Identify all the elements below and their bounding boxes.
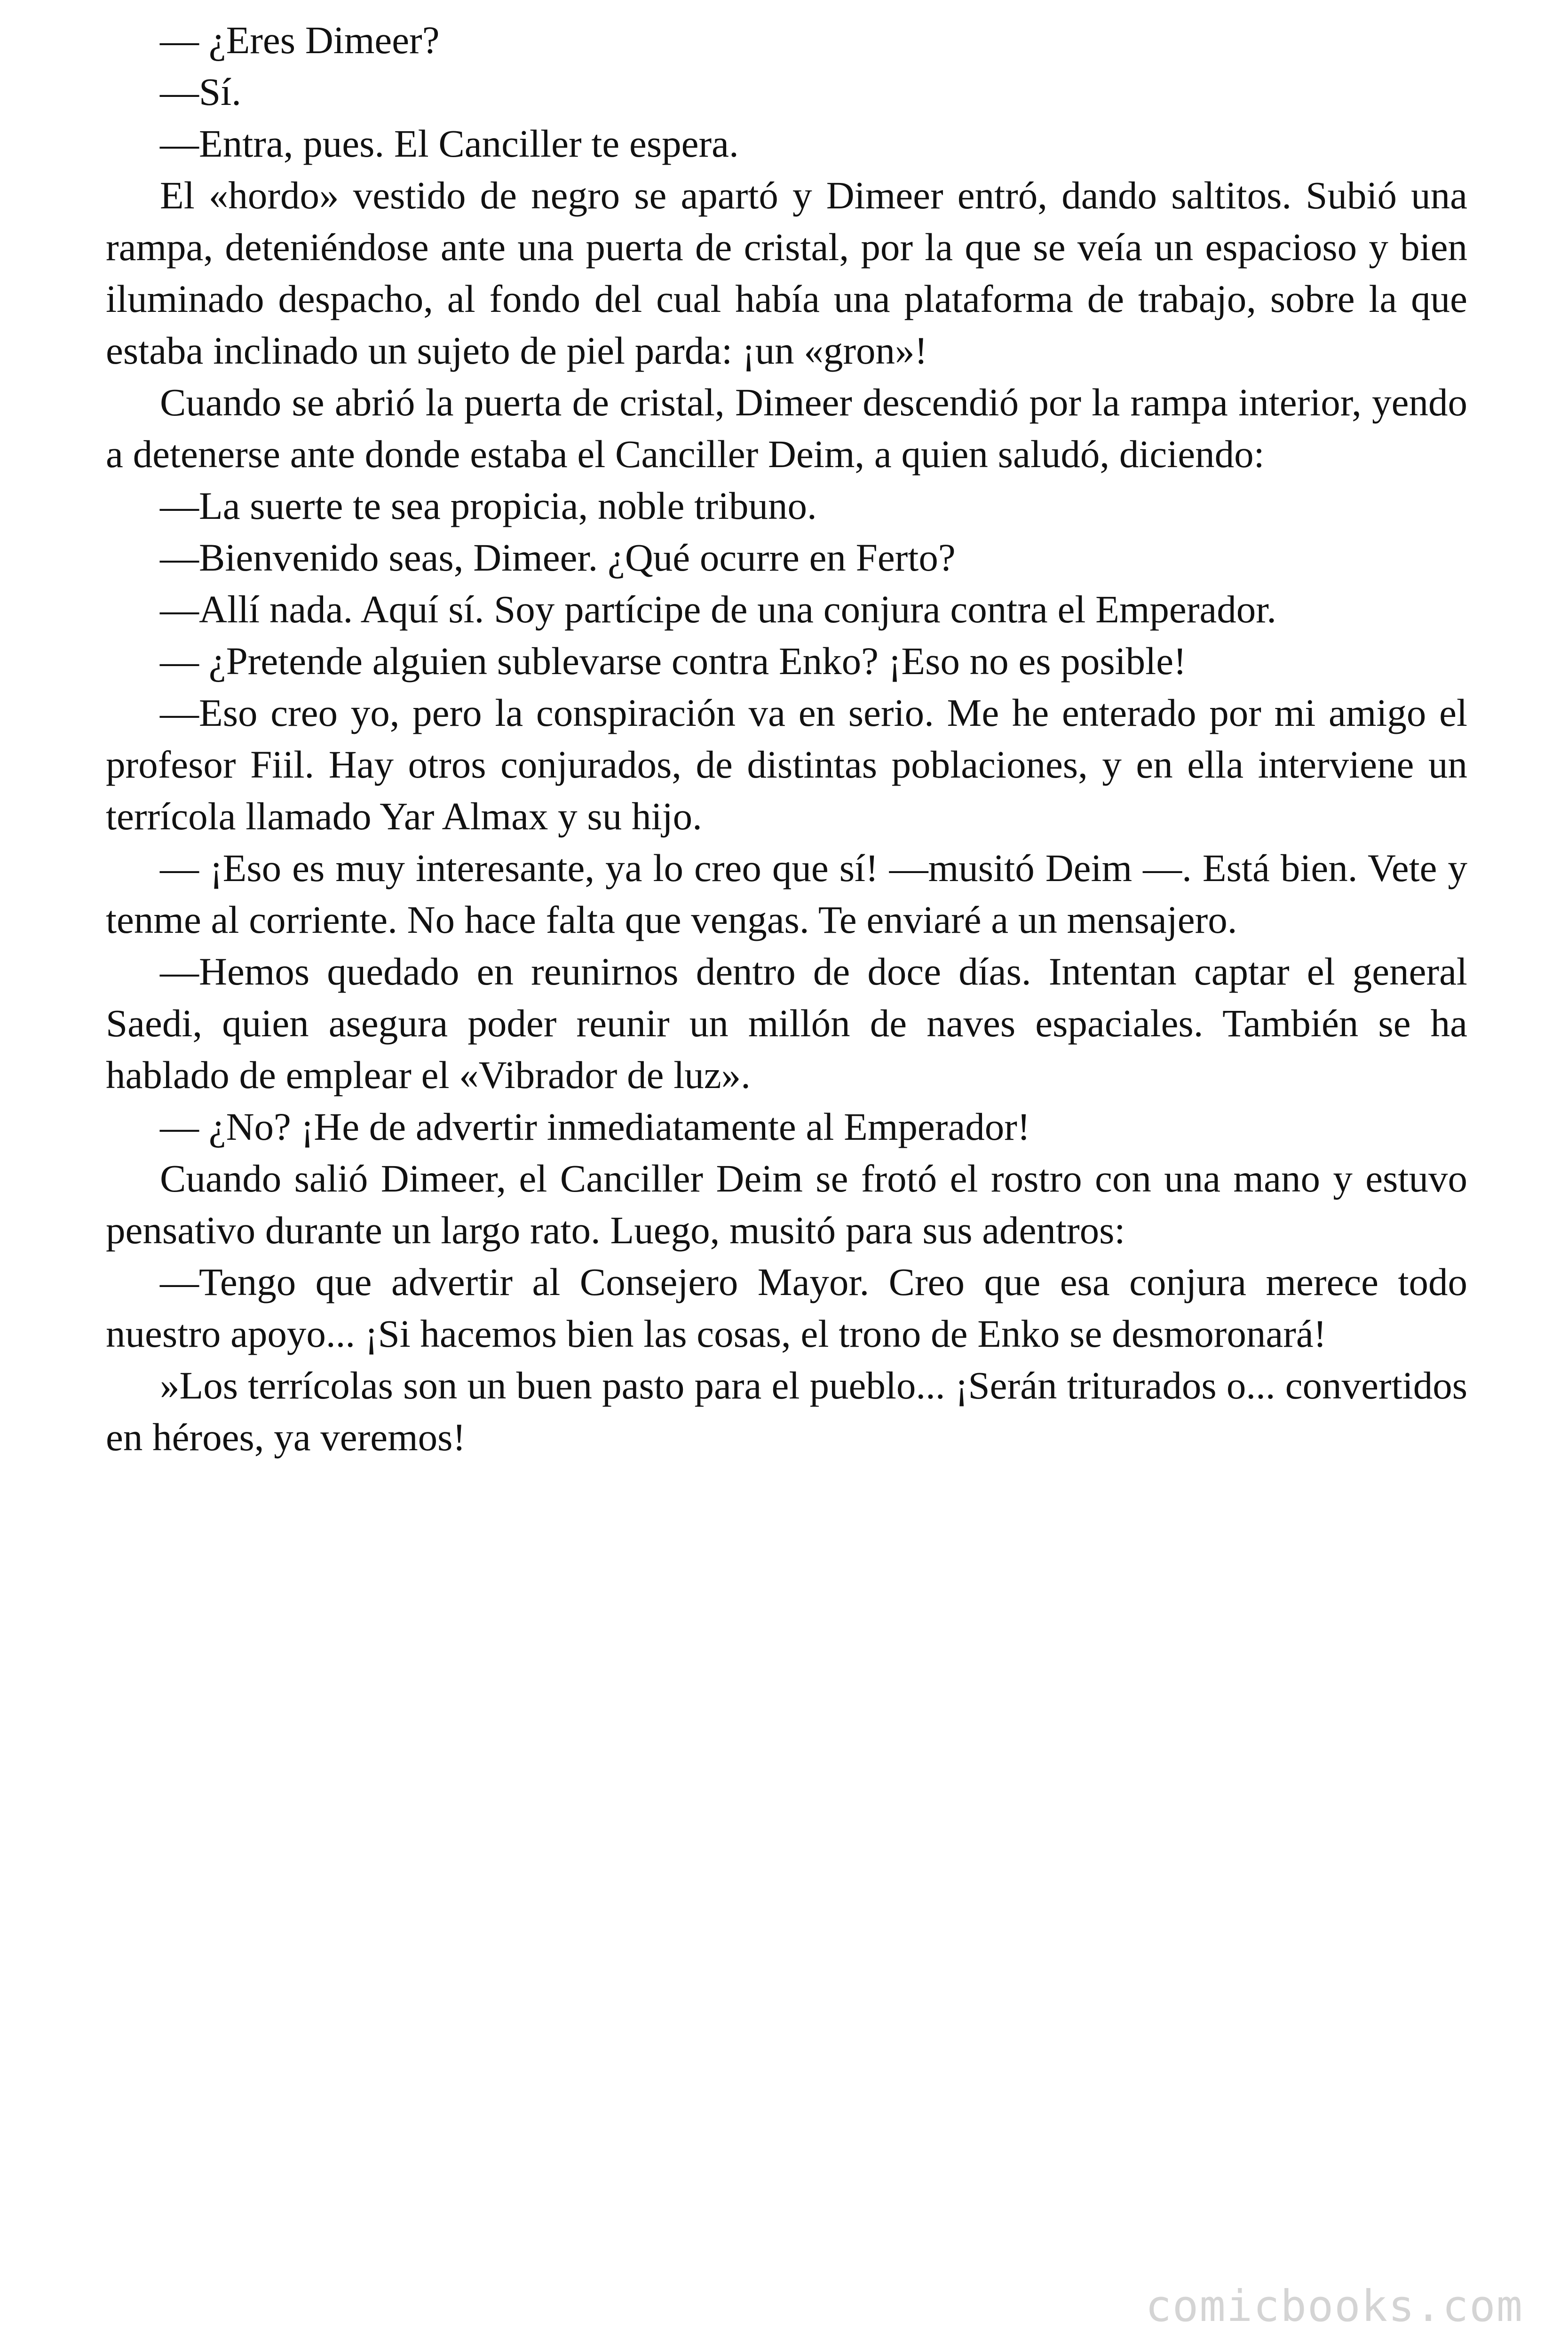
paragraph-15: —Tengo que advertir al Consejero Mayor. Creo que esa conjura merece todo nuestro apoyo... ¡Si hacemos bien las cosas, el trono de Enko se desmoronará! [106,1260,1467,1355]
book-page-text [106,14,1467,1463]
paragraph-2: —Sí. [160,70,241,113]
paragraph-7: —Bienvenido seas, Dimeer. ¿Qué ocurre en Ferto? [160,536,956,579]
paragraph-8: —Allí nada. Aquí sí. Soy partícipe de una conjura contra el Emperador. [160,588,1277,631]
paragraph-14: Cuando salió Dimeer, el Canciller Deim se frotó el rostro con una mano y estuvo pensativo durante un largo rato. Luego, musitó para sus adentros: [106,1157,1467,1252]
paragraph-5: Cuando se abrió la puerta de cristal, Dimeer descendió por la rampa interior, yendo a detenerse ante donde estaba el Canciller Deim, a quien saludó, diciendo: [106,381,1467,476]
watermark: comicbooks.com [1145,2281,1523,2331]
paragraph-9: — ¿Pretende alguien sublevarse contra Enko? ¡Eso no es posible! [160,639,1187,683]
paragraph-3: —Entra, pues. El Canciller te espera. [160,122,739,165]
paragraph-12: —Hemos quedado en reunirnos dentro de doce días. Intentan captar el general Saedi, quien asegura poder reunir un millón de naves espaciales. También se ha hablado de emplear el «Vibrador de luz». [106,950,1467,1097]
paragraph-10: —Eso creo yo, pero la conspiración va en serio. Me he enterado por mi amigo el profesor Fiil. Hay otros conjurados, de distintas poblaciones, y en ella interviene un terrícola llamado Yar Almax y su hijo. [106,691,1467,838]
paragraph-11: — ¡Eso es muy interesante, ya lo creo que sí! —musitó Deim —. Está bien. Vete y tenme al corriente. No hace falta que vengas. Te enviaré a un mensajero. [106,846,1467,941]
paragraph-6: —La suerte te sea propicia, noble tribuno. [160,484,817,527]
paragraph-13: — ¿No? ¡He de advertir inmediatamente al Emperador! [160,1105,1030,1148]
paragraph-16: »Los terrícolas son un buen pasto para el pueblo... ¡Serán triturados o... convertidos en héroes, ya veremos! [106,1364,1467,1459]
paragraph-1: — ¿Eres Dimeer? [160,18,440,62]
paragraph-4: El «hordo» vestido de negro se apartó y Dimeer entró, dando saltitos. Subió una rampa, deteniéndose ante una puerta de cristal, por la que se veía un espacioso y bien iluminado despacho, al fondo del cual había una plataforma de trabajo, sobre la que estaba inclinado un sujeto de piel parda: ¡un «gron»! [106,174,1467,372]
